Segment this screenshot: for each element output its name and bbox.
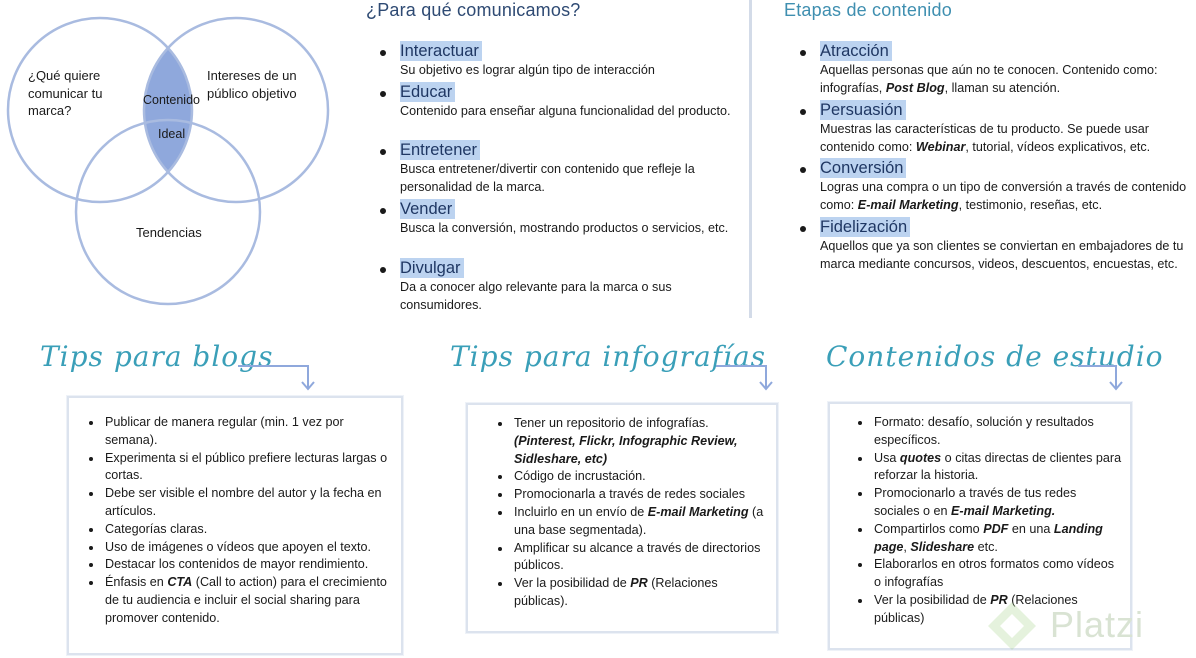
- para-que-list: [372, 41, 732, 314]
- list-item: [792, 217, 1192, 273]
- list-item: Experimenta si el público prefiere lecturas largas o cortas.: [85, 450, 391, 486]
- list-item: [372, 82, 732, 140]
- venn-label-center-2: Ideal: [158, 127, 186, 141]
- list-item: Promocionarla a través de redes sociales: [494, 486, 766, 504]
- venn-label-right: Intereses de un público objetivo: [207, 68, 297, 101]
- list-item: Promocionarlo a través de tus redes sociales o en E-mail Marketing.: [854, 485, 1122, 521]
- list-item: Ver la posibilidad de PR (Relaciones públicas): [854, 592, 1122, 628]
- keyword-description: Da a conocer algo relevante para la marca o sus consumidores.: [400, 280, 672, 312]
- contenidos-estudio-title: Contenidos de estudio: [826, 340, 1164, 373]
- list-item: Destacar los contenidos de mayor rendimiento.: [85, 556, 391, 574]
- keyword-fidelizacion: Fidelización: [820, 217, 910, 237]
- list-item: Categorías claras.: [85, 521, 391, 539]
- list-item: Incluirlo en un envío de E-mail Marketing (a una base segmentada).: [494, 504, 766, 540]
- list-item: Publicar de manera regular (min. 1 vez por semana).: [85, 414, 391, 450]
- list-item: Elaborarlos en otros formatos como vídeos o infografías: [854, 556, 1122, 592]
- keyword-description: Contenido para enseñar alguna funcionalidad del producto.: [400, 104, 731, 118]
- keyword-description: Busca la conversión, mostrando productos o servicios, etc.: [400, 221, 729, 235]
- platzi-watermark: Platzi: [1050, 604, 1145, 645]
- keyword-divulgar: Divulgar: [400, 258, 464, 278]
- list-item: [372, 140, 732, 199]
- venn-label-center-1: Contenido: [143, 93, 200, 107]
- keyword-atraccion: Atracción: [820, 41, 892, 61]
- arrow-down-icon: [236, 360, 320, 392]
- list-item: Formato: desafío, solución y resultados específicos.: [854, 414, 1122, 450]
- venn-label-left: ¿Qué quiere comunicar tu marca?: [28, 68, 103, 118]
- keyword-interactuar: Interactuar: [400, 41, 482, 61]
- list-item: Tener un repositorio de infografías. (Pinterest, Flickr, Infographic Review, Sidleshare, etc): [494, 415, 766, 468]
- list-item: [792, 100, 1192, 158]
- list-item: [372, 258, 732, 314]
- etapas-title: Etapas de contenido: [784, 0, 952, 20]
- list-item: Código de incrustación.: [494, 468, 766, 486]
- arrow-down-icon: [714, 360, 776, 392]
- platzi-logo-icon: [984, 598, 1040, 654]
- keyword-vender: Vender: [400, 199, 455, 219]
- list-item: Debe ser visible el nombre del autor y la fecha en artículos.: [85, 485, 391, 521]
- keyword-description: Aquellos que ya son clientes se conviertan en embajadores de tu marca mediante concursos, videos, descuentos, encuestas, etc.: [820, 239, 1184, 271]
- keyword-description: Muestras las características de tu producto. Se puede usar contenido como: Webinar, tutorial, vídeos explicativos, etc.: [820, 122, 1151, 154]
- tips-infografias-title: Tips para infografías: [450, 340, 767, 373]
- list-item: Uso de imágenes o vídeos que apoyen el texto.: [85, 539, 391, 557]
- keyword-description: Logras una compra o un tipo de conversión a través de contenido como: E-mail Marketing, testimonio, reseñas, etc.: [820, 180, 1187, 212]
- keyword-educar: Educar: [400, 82, 455, 102]
- list-item: [372, 199, 732, 258]
- etapas-list: [792, 41, 1192, 273]
- list-item: Ver la posibilidad de PR (Relaciones públicas).: [494, 575, 766, 611]
- keyword-description: Aquellas personas que aún no te conocen. Contenido como: infografías, Post Blog, llaman su atención.: [820, 63, 1158, 95]
- column-divider: [749, 0, 752, 318]
- keyword-description: Busca entretener/divertir con contenido que refleje la personalidad de la marca.: [400, 162, 695, 194]
- para-que-title: ¿Para qué comunicamos?: [366, 0, 581, 20]
- list-item: [792, 158, 1192, 217]
- keyword-persuasion: Persuasión: [820, 100, 906, 120]
- keyword-entretener: Entretener: [400, 140, 480, 160]
- list-item: [372, 41, 732, 82]
- venn-label-bottom: Tendencias: [136, 225, 202, 240]
- list-item: Usa quotes o citas directas de clientes para reforzar la historia.: [854, 450, 1122, 486]
- tips-infografias-box: [466, 403, 778, 633]
- list-item: Énfasis en CTA (Call to action) para el crecimiento de tu audiencia e incluir el social sharing para promover contenido.: [85, 574, 391, 627]
- list-item: [792, 41, 1192, 100]
- tips-blogs-title: Tips para blogs: [40, 340, 274, 373]
- tips-blogs-box: [67, 396, 403, 655]
- keyword-conversion: Conversión: [820, 158, 906, 178]
- list-item: Compartirlos como PDF en una Landing page, Slideshare etc.: [854, 521, 1122, 557]
- keyword-description: Su objetivo es lograr algún tipo de interacción: [400, 63, 655, 77]
- list-item: Amplificar su alcance a través de directorios públicos.: [494, 540, 766, 576]
- venn-diagram: [0, 0, 340, 310]
- arrow-down-icon: [1076, 360, 1126, 392]
